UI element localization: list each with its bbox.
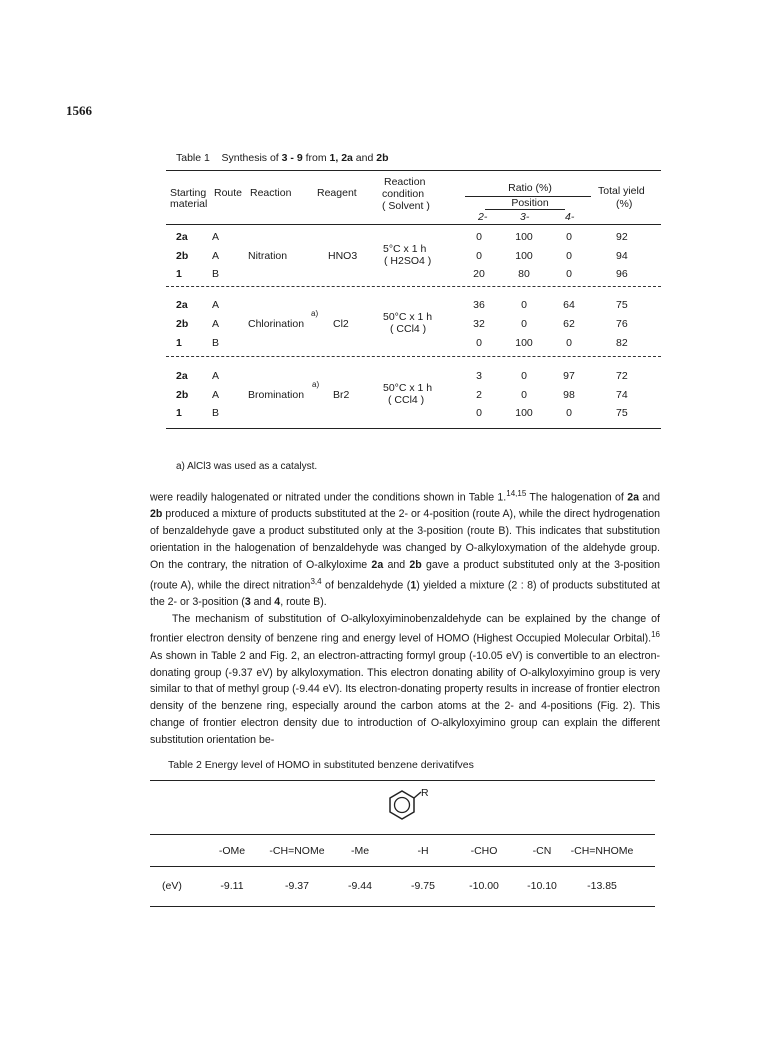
citation: 16	[651, 630, 660, 640]
g3-r2-p3: 0	[521, 389, 527, 401]
g3-r3-p3: 100	[515, 407, 533, 419]
g2-r3-total: 82	[616, 337, 628, 349]
g2-r1-p4: 64	[563, 299, 575, 311]
g3-reaction-footnote-mark: a)	[312, 380, 320, 389]
substituent-r-label: R	[421, 787, 429, 799]
g2-r1-p3: 0	[521, 299, 527, 311]
header-position: Position	[511, 197, 549, 209]
g3-reaction: Bromination	[248, 389, 305, 401]
body-text: ) yielded a mixture (2 : 8) of products substituted at the 2- or 3-position (	[150, 579, 660, 608]
compound-ref: 4	[274, 595, 281, 608]
compound-ref: 1	[410, 579, 417, 592]
table1-top-rule	[166, 170, 661, 171]
body-text: gave a product substituted only at the 3-position (route A), while the direct nitration	[150, 558, 661, 592]
substituent-header: -CH=NHOMe	[570, 845, 634, 857]
g2-r2-p2: 32	[473, 318, 485, 330]
homo-energy-value: -9.75	[411, 880, 435, 892]
table1-title-start2: 2b	[376, 152, 389, 164]
body-text: were readily halogenated or nitrated under the conditions shown in Table 1.	[150, 491, 507, 504]
homo-energy-value: -13.85	[587, 880, 617, 892]
g3-r1-total: 72	[616, 370, 628, 382]
g1-r1-material: 2a	[176, 231, 188, 243]
body-text: and	[638, 491, 660, 504]
benzene-ring-structure	[374, 786, 424, 832]
header-reaction: Reaction	[250, 187, 292, 199]
body-text: As shown in Table 2 and Fig. 2, an electron-attracting formyl group (-10.05 eV) is convertible to an electron-donating group (-9.37 eV) by alkyloxymation. This electron donating ability of O-alkyloxyimino group is very similar to that of methyl group (-9.44 eV). Its electron-donating property results in increase of frontier electron density of the benzene ring, especially around the carbon atoms at the 2- and 4-positions (Fig. 2). This change of frontier electron density due to introduction of O-alkyloxyimino group can explain the different substitution orientation be-	[150, 649, 660, 746]
header-material: material	[170, 198, 208, 210]
table1-title-and: and	[355, 152, 374, 164]
g2-r2-route: A	[212, 318, 220, 330]
g3-reagent: Br2	[333, 389, 350, 401]
group-divider-2	[166, 356, 661, 357]
g3-r3-p4: 0	[566, 407, 572, 419]
g2-r2-material: 2b	[176, 318, 189, 330]
g2-r2-total: 76	[616, 318, 628, 330]
g1-r3-p4: 0	[566, 268, 572, 280]
g1-r3-p3: 80	[518, 268, 530, 280]
g3-condition: 50°C x 1 h	[383, 382, 433, 394]
body-text: produced a mixture of products substituted at the 2- or 4-position (route A), while the direct hydrogenation of benzaldehyde gave a product substituted only at the 3-position (route B). This indicates that substitution orientation in the halogenation of benzaldehyde was changed by O-alkyloxymation of the aldehyde group. On the contrary, the nitration of O-alkyloxime	[150, 508, 660, 571]
g3-r1-route: A	[212, 370, 220, 382]
g2-r3-route: B	[212, 337, 220, 349]
header-reagent: Reagent	[317, 187, 357, 199]
g3-r2-route: A	[212, 389, 220, 401]
homo-energy-value: -9.44	[348, 880, 372, 892]
g2-r3-material: 1	[176, 337, 182, 349]
compound-ref: 2b	[409, 558, 422, 571]
g1-r1-p3: 100	[515, 231, 533, 243]
substituent-header: -CH=NOMe	[269, 845, 325, 857]
page-number: 1566	[66, 103, 92, 118]
header-ratio: Ratio (%)	[508, 182, 552, 194]
table1-label: Table 1	[176, 152, 210, 164]
g1-r1-total: 92	[616, 231, 628, 243]
table2-mid-rule	[150, 834, 655, 835]
table2-header-rule	[150, 866, 655, 867]
table1-title-compounds: 3 - 9	[281, 152, 303, 164]
g3-r2-p4: 98	[563, 389, 575, 401]
table1-footnote: a) AlCl3 was used as a catalyst.	[176, 461, 318, 472]
body-paragraph-1	[150, 486, 660, 749]
compound-ref: 2a	[627, 491, 639, 504]
substituent-header: -CN	[532, 845, 552, 857]
header-pos2: 2-	[478, 211, 488, 223]
header-pos3: 3-	[520, 211, 530, 223]
homo-energy-value: -9.37	[285, 880, 309, 892]
g2-r1-total: 75	[616, 299, 628, 311]
header-route: Route	[214, 187, 243, 199]
g1-r2-p4: 0	[566, 250, 572, 262]
body-text: of benzaldehyde (	[321, 579, 411, 592]
g3-r2-total: 74	[616, 389, 628, 401]
header-pos4: 4-	[565, 211, 575, 223]
table1-bottom-rule	[166, 428, 661, 429]
table2-top-rule	[150, 780, 655, 781]
compound-ref: 2a	[371, 558, 384, 571]
g2-r2-p3: 0	[521, 318, 527, 330]
compound-ref: 3	[244, 595, 251, 608]
g3-r2-material: 2b	[176, 389, 189, 401]
g3-r3-p2: 0	[476, 407, 482, 419]
g3-r3-route: B	[212, 407, 220, 419]
g3-r1-p2: 3	[476, 370, 482, 382]
header-condition-2: condition	[382, 188, 425, 200]
header-starting: Starting	[170, 187, 207, 199]
g3-r1-material: 2a	[176, 370, 188, 382]
g2-reaction-footnote-mark: a)	[311, 309, 319, 318]
table2-title: Table 2 Energy level of HOMO in substituted benzene derivatifves	[168, 759, 474, 771]
g1-reagent: HNO3	[328, 250, 358, 262]
table1-header-rule	[166, 224, 661, 225]
g1-r1-route: A	[212, 231, 220, 243]
body-text: The mechanism of substitution of O-alkyloxyiminobenzaldehyde can be explained by the change of frontier electron density of benzene ring and energy level of HOMO (Highest Occupied Molecular Orbital).	[150, 612, 660, 645]
g1-r3-route: B	[212, 268, 220, 280]
g1-r3-material: 1	[176, 268, 182, 280]
g3-solvent: ( CCl4 )	[388, 394, 425, 406]
g1-r2-route: A	[212, 250, 220, 262]
g2-condition: 50°C x 1 h	[383, 311, 433, 323]
g2-r3-p4: 0	[566, 337, 572, 349]
g2-r3-p3: 100	[515, 337, 533, 349]
compound-ref: 2b	[150, 508, 163, 521]
position-rule	[485, 209, 565, 210]
g2-r1-route: A	[212, 299, 220, 311]
g1-r2-p3: 100	[515, 250, 533, 262]
header-condition-3: ( Solvent )	[382, 200, 430, 212]
g2-solvent: ( CCl4 )	[390, 323, 427, 335]
citation: 3,4	[310, 576, 322, 586]
body-text: and	[250, 595, 275, 608]
g3-r3-total: 75	[616, 407, 628, 419]
g1-r3-p2: 20	[473, 268, 485, 280]
g3-r3-material: 1	[176, 407, 182, 419]
g1-condition: 5°C x 1 h	[383, 243, 427, 255]
g2-r1-material: 2a	[176, 299, 188, 311]
homo-energy-value: -10.00	[469, 880, 499, 892]
header-total-yield: Total yield	[598, 185, 645, 197]
homo-energy-value: -10.10	[527, 880, 557, 892]
g1-r2-material: 2b	[176, 250, 189, 262]
g2-reaction: Chlorination	[248, 318, 305, 330]
body-text: and	[383, 558, 410, 571]
g1-r2-p2: 0	[476, 250, 482, 262]
substituent-header: -CHO	[470, 845, 498, 857]
table2-row-label: (eV)	[162, 880, 182, 892]
g1-reaction: Nitration	[248, 250, 288, 262]
header-condition-1: Reaction	[384, 176, 426, 188]
header-total-unit: (%)	[616, 198, 633, 210]
body-text: The halogenation of	[526, 491, 628, 504]
substituent-header: -H	[417, 845, 429, 857]
substituent-header: -Me	[350, 845, 370, 857]
table1-title-start1: 1, 2a	[329, 152, 353, 164]
group-divider-1	[166, 286, 661, 287]
table1-title-from: from	[305, 152, 327, 164]
g2-reagent: Cl2	[333, 318, 349, 330]
g1-solvent: ( H2SO4 )	[384, 255, 432, 267]
g1-r3-total: 96	[616, 268, 628, 280]
g3-r2-p2: 2	[476, 389, 482, 401]
g2-r2-p4: 62	[563, 318, 575, 330]
g2-r1-p2: 36	[473, 299, 485, 311]
body-text: , route B).	[280, 595, 327, 608]
g3-r1-p3: 0	[521, 370, 527, 382]
table2-bottom-rule	[150, 906, 655, 907]
table1-title-text: Synthesis of	[221, 152, 279, 164]
g1-r1-p4: 0	[566, 231, 572, 243]
g3-r1-p4: 97	[563, 370, 575, 382]
g2-r3-p2: 0	[476, 337, 482, 349]
g1-r1-p2: 0	[476, 231, 482, 243]
citation: 14,15	[506, 489, 527, 498]
substituent-header: -OMe	[218, 845, 246, 857]
homo-energy-value: -9.11	[220, 880, 244, 892]
table1-title	[176, 152, 389, 164]
g1-r2-total: 94	[616, 250, 628, 262]
